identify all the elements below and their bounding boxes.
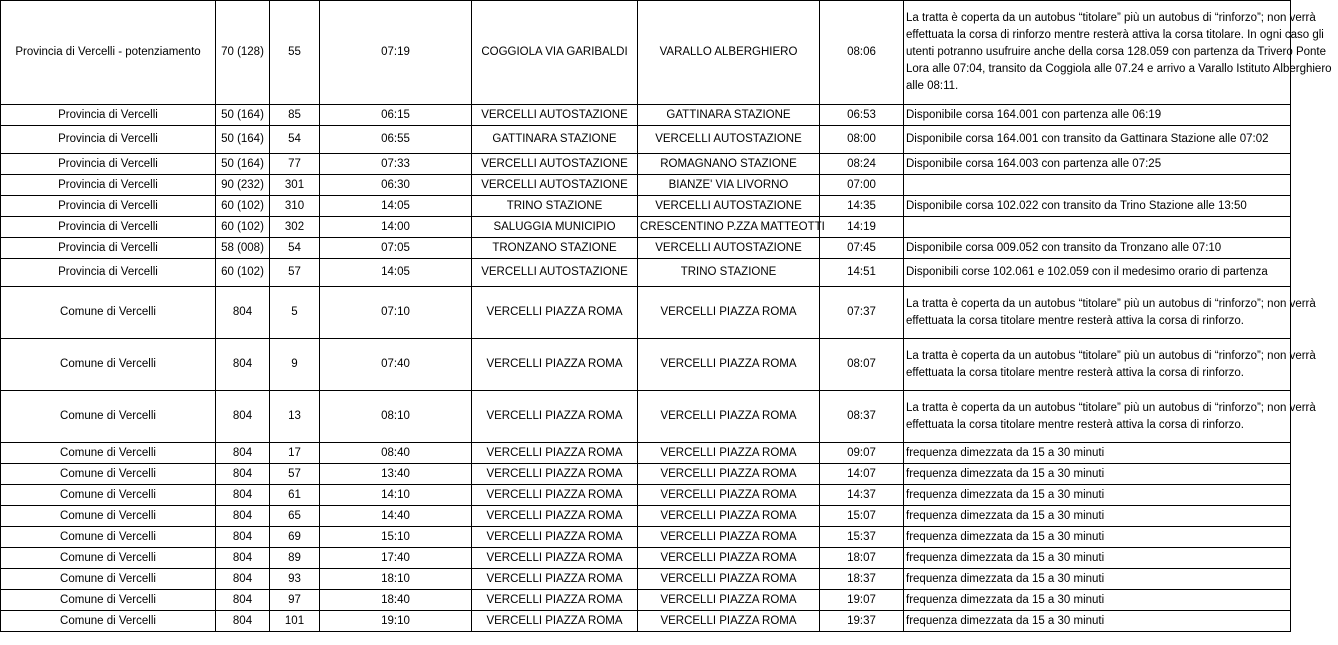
cell-corsa[interactable]: 85 — [270, 105, 320, 126]
cell-a[interactable]: VERCELLI AUTOSTAZIONE — [638, 126, 820, 154]
cell-linea[interactable]: 804 — [216, 569, 270, 590]
cell-linea[interactable]: 804 — [216, 590, 270, 611]
cell-da[interactable]: VERCELLI PIAZZA ROMA — [472, 527, 638, 548]
cell-partenza[interactable]: 06:15 — [320, 105, 472, 126]
cell-a[interactable]: VERCELLI AUTOSTAZIONE — [638, 196, 820, 217]
cell-ente[interactable]: Provincia di Vercelli — [1, 126, 216, 154]
cell-note-text: La tratta è coperta da un autobus “titolare” più un autobus di “rinforzo”; non verrà effettuata la corsa titolare mentre resterà attiva la corsa di rinforzo. — [906, 297, 1316, 327]
cell-arrivo[interactable]: 14:19 — [820, 217, 904, 238]
cell-note-text: frequenza dimezzata da 15 a 30 minuti — [906, 446, 1105, 459]
cell-partenza[interactable]: 19:10 — [320, 611, 472, 632]
cell-ente[interactable]: Provincia di Vercelli — [1, 196, 216, 217]
cell-partenza[interactable]: 18:10 — [320, 569, 472, 590]
cell-da[interactable]: TRINO STAZIONE — [472, 196, 638, 217]
cell-arrivo[interactable]: 14:07 — [820, 464, 904, 485]
cell-note[interactable] — [904, 196, 1291, 217]
cell-arrivo[interactable]: 07:45 — [820, 238, 904, 259]
cell-note[interactable] — [904, 259, 1291, 287]
table-row — [1, 105, 1291, 126]
cell-da[interactable]: VERCELLI PIAZZA ROMA — [472, 485, 638, 506]
cell-a[interactable]: ROMAGNANO STAZIONE — [638, 154, 820, 175]
cell-partenza[interactable]: 17:40 — [320, 548, 472, 569]
cell-a[interactable]: VERCELLI PIAZZA ROMA — [638, 590, 820, 611]
table-row — [1, 443, 1291, 464]
cell-linea[interactable]: 50 (164) — [216, 126, 270, 154]
cell-corsa[interactable]: 57 — [270, 464, 320, 485]
cell-da[interactable]: VERCELLI AUTOSTAZIONE — [472, 105, 638, 126]
cell-partenza[interactable]: 07:19 — [320, 1, 472, 105]
cell-note[interactable] — [904, 238, 1291, 259]
cell-corsa[interactable]: 302 — [270, 217, 320, 238]
cell-a[interactable]: VERCELLI PIAZZA ROMA — [638, 506, 820, 527]
cell-da[interactable]: SALUGGIA MUNICIPIO — [472, 217, 638, 238]
table-row — [1, 259, 1291, 287]
cell-partenza[interactable]: 14:05 — [320, 259, 472, 287]
table-row — [1, 506, 1291, 527]
cell-note[interactable] — [904, 443, 1291, 464]
table-row — [1, 339, 1291, 391]
cell-ente[interactable]: Provincia di Vercelli — [1, 217, 216, 238]
cell-da[interactable]: VERCELLI PIAZZA ROMA — [472, 548, 638, 569]
timetable-body — [1, 1, 1332, 632]
cell-ente[interactable]: Provincia di Vercelli — [1, 105, 216, 126]
cell-note-text: frequenza dimezzata da 15 a 30 minuti — [906, 488, 1105, 501]
cell-note[interactable] — [904, 485, 1291, 506]
cell-linea[interactable]: 804 — [216, 391, 270, 443]
cell-note[interactable] — [904, 175, 1291, 196]
cell-partenza[interactable]: 08:10 — [320, 391, 472, 443]
cell-ente[interactable]: Comune di Vercelli — [1, 339, 216, 391]
cell-linea[interactable]: 50 (164) — [216, 105, 270, 126]
cell-arrivo[interactable]: 15:07 — [820, 506, 904, 527]
cell-corsa[interactable]: 101 — [270, 611, 320, 632]
cell-note-text: Disponibile corsa 164.001 con partenza alle 06:19 — [906, 108, 1162, 121]
cell-a[interactable]: VERCELLI AUTOSTAZIONE — [638, 238, 820, 259]
cell-corsa[interactable]: 89 — [270, 548, 320, 569]
cell-arrivo[interactable]: 14:37 — [820, 485, 904, 506]
cell-note-text: frequenza dimezzata da 15 a 30 minuti — [906, 467, 1105, 480]
cell-note-text: Disponibile corsa 102.022 con transito da Trino Stazione alle 13:50 — [906, 199, 1247, 212]
cell-arrivo[interactable]: 19:07 — [820, 590, 904, 611]
cell-corsa[interactable]: 17 — [270, 443, 320, 464]
cell-note-text: Disponibile corsa 164.003 con partenza alle 07:25 — [906, 157, 1162, 170]
cell-da[interactable]: GATTINARA STAZIONE — [472, 126, 638, 154]
cell-corsa[interactable]: 310 — [270, 196, 320, 217]
cell-note[interactable] — [904, 339, 1316, 391]
table-row — [1, 590, 1291, 611]
cell-note[interactable] — [904, 590, 1291, 611]
cell-a[interactable]: VARALLO ALBERGHIERO — [638, 1, 820, 105]
cell-linea[interactable]: 804 — [216, 527, 270, 548]
table-row — [1, 569, 1291, 590]
cell-a[interactable]: VERCELLI PIAZZA ROMA — [638, 339, 820, 391]
cell-partenza[interactable]: 08:40 — [320, 443, 472, 464]
cell-note-text: La tratta è coperta da un autobus “titolare” più un autobus di “rinforzo”; non verrà effettuata la corsa titolare mentre resterà attiva la corsa di rinforzo. — [906, 401, 1316, 431]
cell-partenza[interactable]: 14:00 — [320, 217, 472, 238]
cell-note-text: Disponibili corse 102.061 e 102.059 con il medesimo orario di partenza — [906, 266, 1268, 278]
cell-corsa[interactable]: 61 — [270, 485, 320, 506]
cell-a[interactable]: VERCELLI PIAZZA ROMA — [638, 391, 820, 443]
cell-ente[interactable]: Comune di Vercelli — [1, 527, 216, 548]
cell-linea[interactable]: 804 — [216, 485, 270, 506]
cell-ente[interactable]: Provincia di Vercelli — [1, 238, 216, 259]
cell-da[interactable]: VERCELLI AUTOSTAZIONE — [472, 175, 638, 196]
table-row — [1, 126, 1291, 154]
cell-ente[interactable]: Comune di Vercelli — [1, 569, 216, 590]
cell-note-text: frequenza dimezzata da 15 a 30 minuti — [906, 572, 1105, 585]
cell-a[interactable]: VERCELLI PIAZZA ROMA — [638, 485, 820, 506]
cell-corsa[interactable]: 93 — [270, 569, 320, 590]
cell-ente[interactable]: Comune di Vercelli — [1, 590, 216, 611]
cell-partenza[interactable]: 18:40 — [320, 590, 472, 611]
cell-note[interactable] — [904, 611, 1291, 632]
cell-ente[interactable]: Comune di Vercelli — [1, 485, 216, 506]
cell-ente[interactable]: Provincia di Vercelli — [1, 259, 216, 287]
cell-linea[interactable]: 70 (128) — [216, 1, 270, 105]
cell-partenza[interactable]: 15:10 — [320, 527, 472, 548]
cell-arrivo[interactable]: 14:51 — [820, 259, 904, 287]
cell-corsa[interactable]: 55 — [270, 1, 320, 105]
cell-linea[interactable]: 60 (102) — [216, 259, 270, 287]
table-row — [1, 1, 1291, 105]
cell-partenza[interactable]: 07:05 — [320, 238, 472, 259]
cell-da[interactable]: VERCELLI AUTOSTAZIONE — [472, 259, 638, 287]
cell-a[interactable]: VERCELLI PIAZZA ROMA — [638, 527, 820, 548]
cell-arrivo[interactable]: 18:07 — [820, 548, 904, 569]
cell-arrivo[interactable]: 06:53 — [820, 105, 904, 126]
cell-arrivo[interactable]: 19:37 — [820, 611, 904, 632]
cell-arrivo[interactable]: 15:37 — [820, 527, 904, 548]
cell-a[interactable]: BIANZE' VIA LIVORNO — [638, 175, 820, 196]
cell-a[interactable]: VERCELLI PIAZZA ROMA — [638, 548, 820, 569]
cell-ente[interactable]: Comune di Vercelli — [1, 611, 216, 632]
cell-linea[interactable]: 90 (232) — [216, 175, 270, 196]
cell-arrivo[interactable]: 09:07 — [820, 443, 904, 464]
cell-ente[interactable]: Comune di Vercelli — [1, 443, 216, 464]
cell-note-text: frequenza dimezzata da 15 a 30 minuti — [906, 509, 1105, 522]
cell-arrivo[interactable]: 08:06 — [820, 1, 904, 105]
cell-corsa[interactable]: 97 — [270, 590, 320, 611]
cell-a[interactable]: VERCELLI PIAZZA ROMA — [638, 611, 820, 632]
cell-note-text: frequenza dimezzata da 15 a 30 minuti — [906, 551, 1105, 564]
cell-partenza[interactable]: 06:55 — [320, 126, 472, 154]
cell-linea[interactable]: 804 — [216, 287, 270, 339]
cell-arrivo[interactable]: 08:37 — [820, 391, 904, 443]
table-row — [1, 527, 1291, 548]
cell-note[interactable] — [904, 1, 1332, 105]
cell-partenza[interactable]: 14:05 — [320, 196, 472, 217]
cell-note[interactable] — [904, 217, 1291, 238]
cell-note[interactable] — [904, 569, 1291, 590]
cell-corsa[interactable]: 301 — [270, 175, 320, 196]
cell-corsa[interactable]: 57 — [270, 259, 320, 287]
cell-partenza[interactable]: 07:40 — [320, 339, 472, 391]
cell-ente[interactable]: Comune di Vercelli — [1, 391, 216, 443]
table-row — [1, 238, 1291, 259]
cell-note-text: frequenza dimezzata da 15 a 30 minuti — [906, 530, 1105, 543]
cell-ente[interactable]: Comune di Vercelli — [1, 287, 216, 339]
cell-da[interactable]: VERCELLI PIAZZA ROMA — [472, 590, 638, 611]
cell-da[interactable]: VERCELLI PIAZZA ROMA — [472, 391, 638, 443]
cell-partenza[interactable]: 13:40 — [320, 464, 472, 485]
cell-note[interactable] — [904, 506, 1291, 527]
cell-da[interactable]: VERCELLI PIAZZA ROMA — [472, 611, 638, 632]
cell-a[interactable]: VERCELLI PIAZZA ROMA — [638, 287, 820, 339]
cell-a[interactable]: CRESCENTINO P.ZZA MATTEOTTI — [638, 217, 820, 238]
cell-ente[interactable]: Provincia di Vercelli - potenziamento — [1, 1, 216, 105]
cell-arrivo[interactable]: 07:00 — [820, 175, 904, 196]
cell-linea[interactable]: 804 — [216, 339, 270, 391]
cell-linea[interactable]: 804 — [216, 506, 270, 527]
cell-corsa[interactable]: 69 — [270, 527, 320, 548]
cell-da[interactable]: VERCELLI PIAZZA ROMA — [472, 569, 638, 590]
table-row — [1, 175, 1291, 196]
cell-partenza[interactable]: 14:10 — [320, 485, 472, 506]
cell-linea[interactable]: 50 (164) — [216, 154, 270, 175]
cell-note[interactable] — [904, 527, 1291, 548]
cell-note[interactable] — [904, 105, 1291, 126]
cell-corsa[interactable]: 54 — [270, 238, 320, 259]
cell-linea[interactable]: 804 — [216, 548, 270, 569]
table-row — [1, 464, 1291, 485]
cell-a[interactable]: GATTINARA STAZIONE — [638, 105, 820, 126]
cell-da[interactable]: VERCELLI PIAZZA ROMA — [472, 506, 638, 527]
cell-linea[interactable]: 60 (102) — [216, 196, 270, 217]
cell-note[interactable] — [904, 548, 1291, 569]
cell-arrivo[interactable]: 18:37 — [820, 569, 904, 590]
cell-corsa[interactable]: 54 — [270, 126, 320, 154]
cell-da[interactable]: VERCELLI PIAZZA ROMA — [472, 464, 638, 485]
cell-note-text: La tratta è coperta da un autobus “titolare” più un autobus di “rinforzo”; non verrà effettuata la corsa titolare mentre resterà attiva la corsa di rinforzo. — [906, 349, 1316, 379]
table-row — [1, 611, 1291, 632]
cell-note[interactable] — [904, 126, 1291, 154]
cell-a[interactable]: TRINO STAZIONE — [638, 259, 820, 287]
cell-ente[interactable]: Comune di Vercelli — [1, 506, 216, 527]
cell-ente[interactable]: Provincia di Vercelli — [1, 175, 216, 196]
cell-da[interactable]: VERCELLI PIAZZA ROMA — [472, 287, 638, 339]
cell-partenza[interactable]: 14:40 — [320, 506, 472, 527]
cell-note[interactable] — [904, 464, 1291, 485]
cell-ente[interactable]: Provincia di Vercelli — [1, 154, 216, 175]
table-row — [1, 154, 1291, 175]
cell-note-text: frequenza dimezzata da 15 a 30 minuti — [906, 593, 1105, 606]
cell-linea[interactable]: 804 — [216, 464, 270, 485]
cell-note-text: frequenza dimezzata da 15 a 30 minuti — [906, 614, 1105, 627]
table-row — [1, 391, 1291, 443]
cell-note-text: Disponibile corsa 009.052 con transito da Tronzano alle 07:10 — [906, 241, 1222, 254]
cell-da[interactable]: COGGIOLA VIA GARIBALDI — [472, 1, 638, 105]
cell-linea[interactable]: 60 (102) — [216, 217, 270, 238]
table-row — [1, 217, 1291, 238]
cell-corsa[interactable]: 77 — [270, 154, 320, 175]
table-row — [1, 196, 1291, 217]
cell-ente[interactable]: Comune di Vercelli — [1, 464, 216, 485]
cell-arrivo[interactable]: 08:00 — [820, 126, 904, 154]
cell-ente[interactable]: Comune di Vercelli — [1, 548, 216, 569]
cell-arrivo[interactable]: 14:35 — [820, 196, 904, 217]
table-row — [1, 548, 1291, 569]
table-row — [1, 287, 1291, 339]
cell-da[interactable]: VERCELLI AUTOSTAZIONE — [472, 154, 638, 175]
cell-linea[interactable]: 804 — [216, 443, 270, 464]
cell-note[interactable] — [904, 287, 1316, 339]
cell-note[interactable] — [904, 391, 1316, 443]
cell-arrivo[interactable]: 08:24 — [820, 154, 904, 175]
cell-a[interactable]: VERCELLI PIAZZA ROMA — [638, 464, 820, 485]
cell-partenza[interactable]: 07:33 — [320, 154, 472, 175]
cell-note-text: La tratta è coperta da un autobus “titolare” più un autobus di “rinforzo”; non verrà effettuata la corsa di rinforzo mentre resterà attiva la corsa titolare. In ogni caso gli utenti potranno usufruire anche della corsa 128.059 con partenza da Trivero Ponte Lora alle 07:04, transito da Coggiola alle 07.24 e arrivo a Varallo Istituto Alberghiero alle 08:11. — [906, 12, 1332, 92]
cell-a[interactable]: VERCELLI PIAZZA ROMA — [638, 443, 820, 464]
cell-a[interactable]: VERCELLI PIAZZA ROMA — [638, 569, 820, 590]
cell-da[interactable]: VERCELLI PIAZZA ROMA — [472, 443, 638, 464]
cell-note[interactable] — [904, 154, 1291, 175]
table-row — [1, 485, 1291, 506]
cell-corsa[interactable]: 5 — [270, 287, 320, 339]
cell-arrivo[interactable]: 07:37 — [820, 287, 904, 339]
cell-linea[interactable]: 804 — [216, 611, 270, 632]
cell-partenza[interactable]: 07:10 — [320, 287, 472, 339]
cell-partenza[interactable]: 06:30 — [320, 175, 472, 196]
cell-corsa[interactable]: 65 — [270, 506, 320, 527]
cell-da[interactable]: VERCELLI PIAZZA ROMA — [472, 339, 638, 391]
cell-corsa[interactable]: 9 — [270, 339, 320, 391]
cell-corsa[interactable]: 13 — [270, 391, 320, 443]
cell-linea[interactable]: 58 (008) — [216, 238, 270, 259]
cell-note-text: Disponibile corsa 164.001 con transito da Gattinara Stazione alle 07:02 — [906, 133, 1269, 145]
cell-da[interactable]: TRONZANO STAZIONE — [472, 238, 638, 259]
cell-arrivo[interactable]: 08:07 — [820, 339, 904, 391]
